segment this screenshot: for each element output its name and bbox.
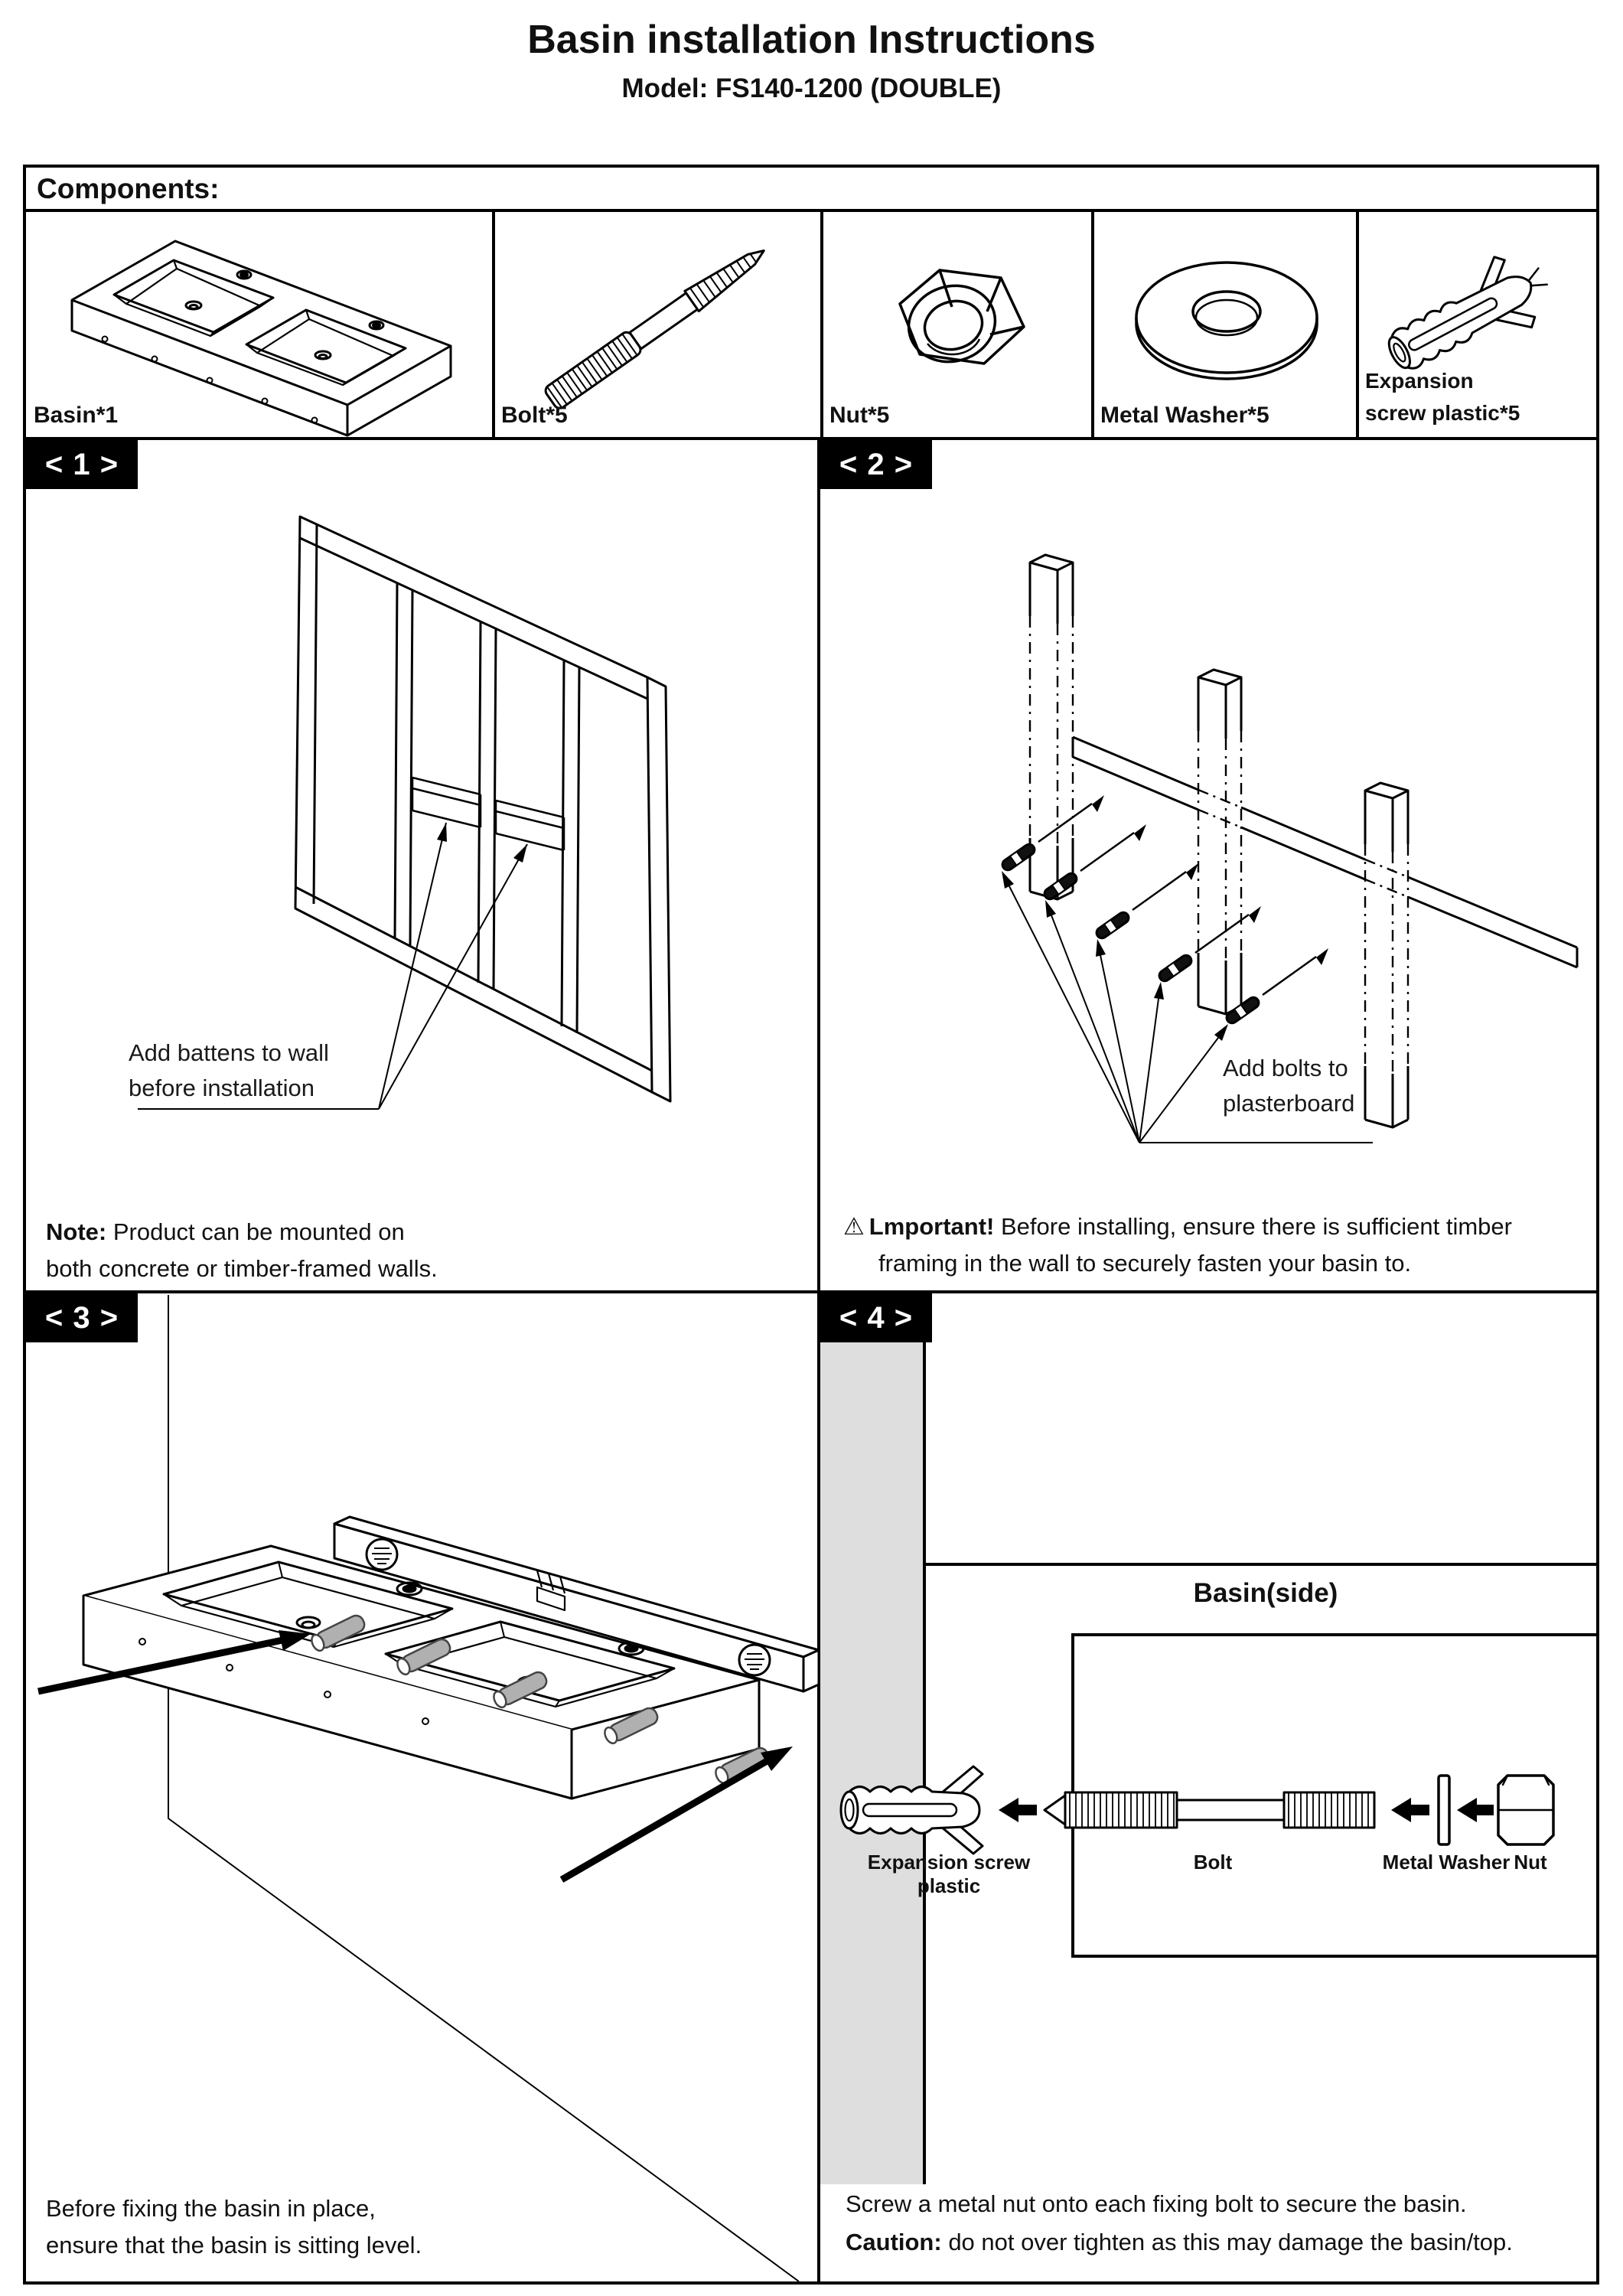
note-lead: Caution: [846, 2229, 942, 2255]
step-1-badge: < 1 > [26, 440, 138, 489]
component-label-basin: Basin*1 [34, 403, 119, 428]
step-3-note-line2: ensure that the basin is sitting level. [46, 2232, 422, 2258]
step-4-note-line1: Screw a metal nut onto each fixing bolt to secure the basin. [846, 2190, 1467, 2217]
component-label-expansion-line2: screw plastic*5 [1365, 401, 1520, 425]
assembly-label-washer: Metal Washer [1382, 1851, 1511, 1874]
page-title: Basin installation Instructions [527, 18, 1096, 62]
step-2-note-line1: ⚠ Lmportant! Before installing, ensure there is sufficient timber [843, 1213, 1512, 1240]
step-3-badge: < 3 > [26, 1293, 138, 1342]
warning-icon: ⚠ [843, 1213, 865, 1240]
bolts-annotation-line1: Add bolts to [1223, 1055, 1348, 1081]
wall-frame-diagram [26, 440, 820, 1290]
assembly-label-expansion: Expansion screw plastic [867, 1851, 1031, 1897]
component-label-expansion-line1: Expansion [1365, 369, 1474, 393]
step-1-note-line2: both concrete or timber-framed walls. [46, 1255, 438, 1282]
basin-side-top-line [926, 1563, 1599, 1566]
components-heading: Components: [37, 173, 220, 204]
component-label-nut: Nut*5 [829, 403, 890, 428]
step-2-note-line2: framing in the wall to securely fasten your basin to. [878, 1250, 1412, 1277]
step-4-badge: < 4 > [820, 1293, 932, 1342]
basin-side-title: Basin(side) [1193, 1578, 1338, 1608]
note-lead: Note: [46, 1218, 107, 1245]
note-lead: Lmportant! [869, 1213, 995, 1240]
model-subtitle: Model: FS140-1200 (DOUBLE) [621, 73, 1002, 103]
step-4-note-line2: Caution: do not over tighten as this may damage the basin/top. [846, 2229, 1513, 2255]
assembly-label-bolt: Bolt [1193, 1851, 1233, 1874]
component-label-bolt: Bolt*5 [501, 403, 568, 428]
basin-mounting-diagram [26, 1293, 820, 2281]
battens-annotation-line2: before installation [129, 1075, 314, 1101]
step-3-note-line1: Before fixing the basin in place, [46, 2195, 376, 2222]
battens-annotation-line1: Add battens to wall [129, 1039, 329, 1066]
plasterboard-studs-diagram [823, 440, 1596, 1290]
component-label-washer: Metal Washer*5 [1100, 403, 1269, 428]
assembly-label-nut: Nut [1514, 1851, 1547, 1874]
bolts-annotation-line2: plasterboard [1223, 1090, 1355, 1117]
step-2-badge: < 2 > [820, 440, 932, 489]
step-1-note-line1: Note: Product can be mounted on [46, 1218, 405, 1245]
